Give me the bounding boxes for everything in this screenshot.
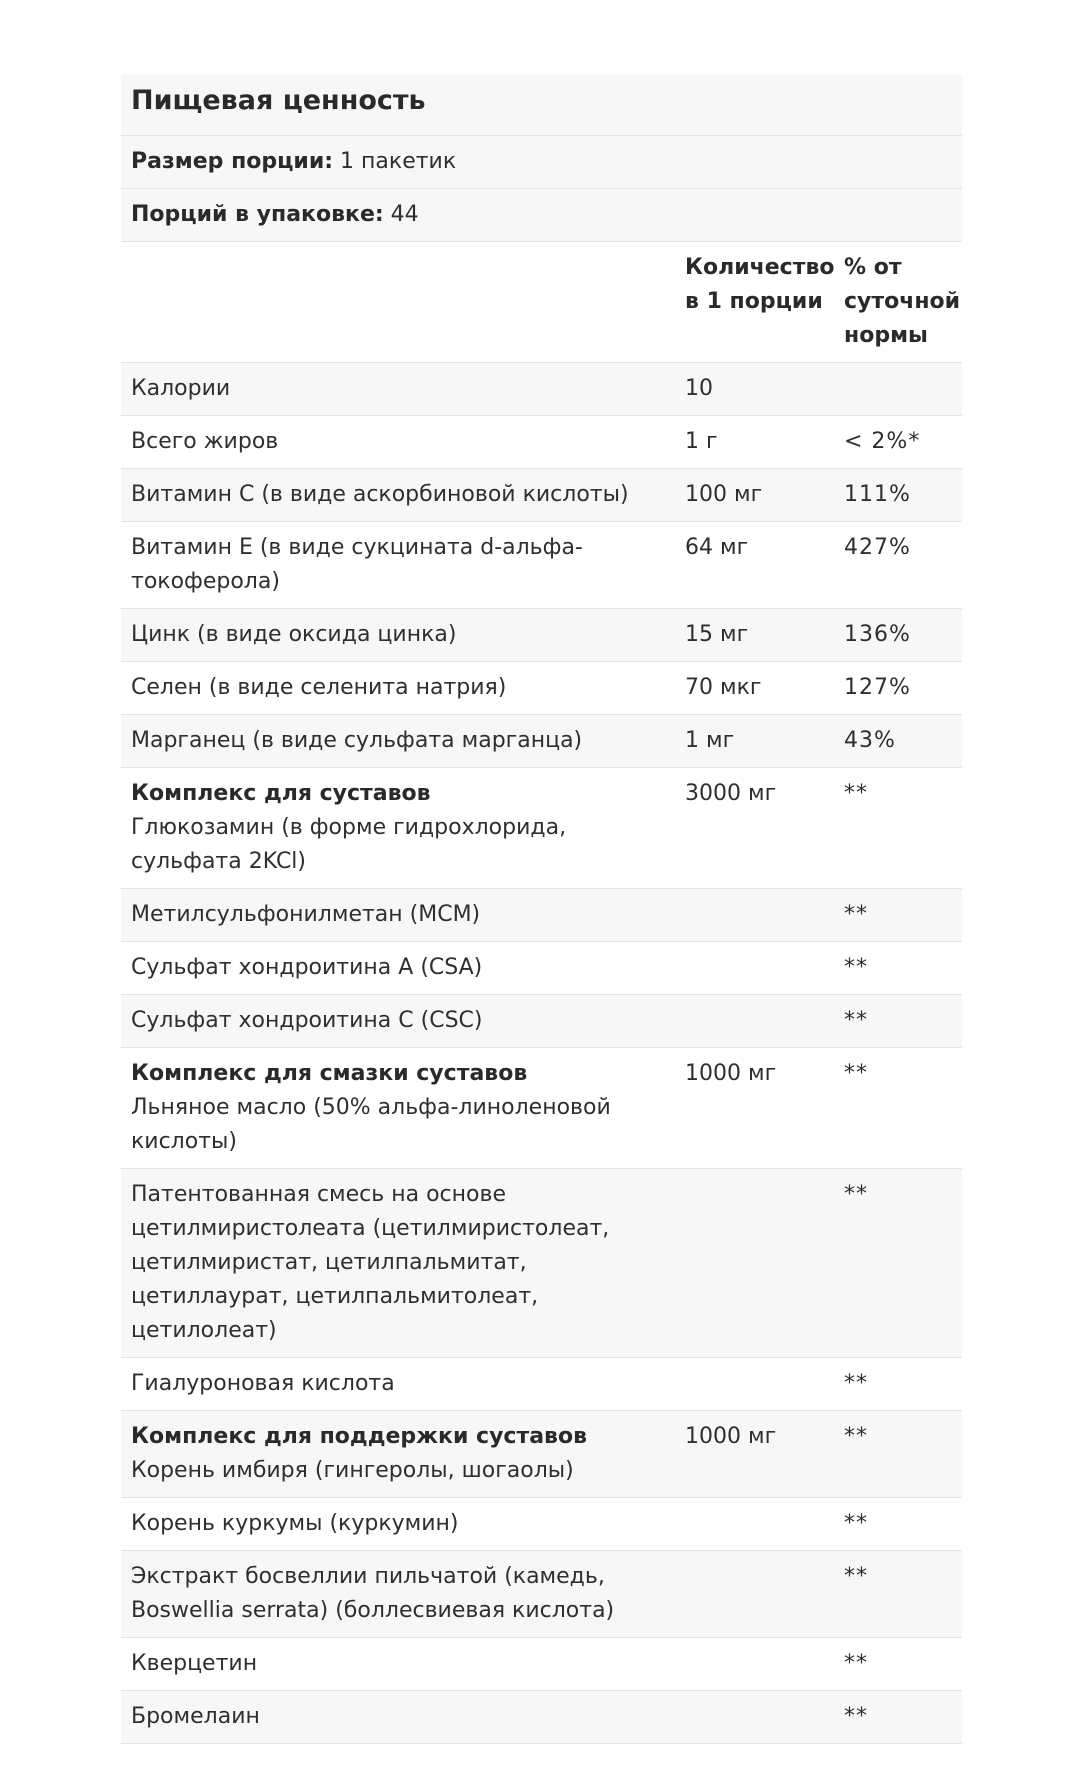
daily-value-percent: **: [834, 1168, 962, 1357]
table-row: [121, 415, 962, 468]
nutrient-name: Экстракт босвеллии пильчатой (камедь, Boswellia serrata) (боллесвиевая кислота): [131, 1563, 615, 1623]
amount-per-serving: [675, 1497, 834, 1550]
column-header-name: [121, 241, 675, 362]
nutrient-name: Селен (в виде селенита натрия): [131, 674, 507, 700]
nutrient-name-cell: [121, 1497, 675, 1550]
table-row: [121, 362, 962, 415]
daily-value-percent: 136%: [834, 608, 962, 661]
table-row: [121, 1497, 962, 1550]
nutrient-name-cell: [121, 888, 675, 941]
amount-per-serving: [675, 941, 834, 994]
nutrient-name: Льняное масло (50% альфа-линоленовой кислоты): [131, 1094, 611, 1154]
nutrient-name-cell: [121, 415, 675, 468]
table-row: [121, 1047, 962, 1168]
table-row: [121, 1168, 962, 1357]
amount-per-serving: 100 мг: [675, 468, 834, 521]
amount-per-serving: 1 мг: [675, 714, 834, 767]
nutrient-name-cell: [121, 362, 675, 415]
amount-per-serving: [675, 994, 834, 1047]
table-row: [121, 1357, 962, 1410]
daily-value-percent: 427%: [834, 521, 962, 608]
nutrient-name-cell: [121, 608, 675, 661]
daily-value-percent: **: [834, 1410, 962, 1497]
amount-per-serving: [675, 1357, 834, 1410]
table-title: Пищевая ценность: [121, 75, 962, 135]
daily-value-percent: 111%: [834, 468, 962, 521]
nutrient-name: Патентованная смесь на основе цетилмиристолеата (цетилмиристолеат, цетилмиристат, цетилпальмитат, цетиллаурат, цетилпальмитолеат, цетилолеат): [131, 1181, 610, 1343]
column-header-row: [121, 241, 962, 362]
serving-size-label: Размер порции:: [131, 148, 334, 174]
nutrient-name-cell: [121, 1047, 675, 1168]
nutrient-name-cell: [121, 1410, 675, 1497]
nutrient-name: Витамин Е (в виде сукцината d-альфа-токоферола): [131, 534, 583, 594]
amount-per-serving: 15 мг: [675, 608, 834, 661]
amount-per-serving: [675, 1637, 834, 1690]
nutrient-name: Сульфат хондроитина С (CSC): [131, 1007, 483, 1033]
amount-per-serving: 10: [675, 362, 834, 415]
table-row: [121, 661, 962, 714]
nutrient-name: Бромелаин: [131, 1703, 260, 1729]
daily-value-percent: **: [834, 1637, 962, 1690]
nutrient-name-cell: [121, 661, 675, 714]
nutrient-name-cell: [121, 1168, 675, 1357]
title-row: [121, 75, 962, 135]
daily-value-percent: **: [834, 1357, 962, 1410]
nutrient-name: Метилсульфонилметан (МСМ): [131, 901, 481, 927]
nutrient-name-cell: [121, 1690, 675, 1743]
table-row: [121, 1637, 962, 1690]
amount-per-serving: 1 г: [675, 415, 834, 468]
daily-value-percent: 127%: [834, 661, 962, 714]
daily-value-percent: [834, 362, 962, 415]
daily-value-percent: **: [834, 1497, 962, 1550]
nutrient-name-cell: [121, 767, 675, 888]
daily-value-percent: 43%: [834, 714, 962, 767]
nutrient-name: Гиалуроновая кислота: [131, 1370, 395, 1396]
nutrient-name-cell: [121, 521, 675, 608]
nutrient-name-cell: [121, 941, 675, 994]
complex-group-title: Комплекс для смазки суставов: [131, 1060, 528, 1086]
complex-group-title: Комплекс для поддержки суставов: [131, 1423, 588, 1449]
table-row: [121, 1690, 962, 1743]
amount-per-serving: [675, 888, 834, 941]
nutrient-name: Корень имбиря (гингеролы, шогаолы): [131, 1457, 574, 1483]
nutrient-name-cell: [121, 1357, 675, 1410]
amount-per-serving: [675, 1550, 834, 1637]
daily-value-percent: **: [834, 941, 962, 994]
amount-per-serving: 3000 мг: [675, 767, 834, 888]
nutrient-name-cell: [121, 714, 675, 767]
nutrient-name-cell: [121, 468, 675, 521]
nutrient-name-cell: [121, 994, 675, 1047]
daily-value-percent: **: [834, 1690, 962, 1743]
amount-per-serving: 1000 мг: [675, 1047, 834, 1168]
nutrient-name: Всего жиров: [131, 428, 279, 454]
daily-value-percent: **: [834, 888, 962, 941]
nutrient-name: Кверцетин: [131, 1650, 258, 1676]
amount-per-serving: 64 мг: [675, 521, 834, 608]
nutrient-name: Сульфат хондроитина А (CSA): [131, 954, 483, 980]
daily-value-percent: **: [834, 1047, 962, 1168]
column-header-amount: Количество в 1 порции: [675, 241, 834, 362]
daily-value-percent: **: [834, 767, 962, 888]
nutrient-name-cell: [121, 1637, 675, 1690]
nutrient-name: Калории: [131, 375, 231, 401]
table-row: [121, 994, 962, 1047]
table-row: [121, 468, 962, 521]
table-row: [121, 767, 962, 888]
amount-per-serving: 1000 мг: [675, 1410, 834, 1497]
daily-value-percent: **: [834, 1550, 962, 1637]
column-header-daily-value: % от суточной нормы: [834, 241, 962, 362]
amount-per-serving: 70 мкг: [675, 661, 834, 714]
nutrition-facts-panel: [121, 75, 962, 1744]
table-row: [121, 1550, 962, 1637]
servings-value: 44: [383, 201, 419, 227]
table-row: [121, 714, 962, 767]
nutrient-name: Корень куркумы (куркумин): [131, 1510, 459, 1536]
amount-per-serving: [675, 1168, 834, 1357]
serving-size-value: 1 пакетик: [333, 148, 457, 174]
nutrition-table: [121, 75, 962, 1744]
servings-per-container-row: [121, 188, 962, 241]
nutrient-name: Глюкозамин (в форме гидрохлорида, сульфата 2KCl): [131, 814, 567, 874]
nutrient-name: Марганец (в виде сульфата марганца): [131, 727, 583, 753]
nutrient-name-cell: [121, 1550, 675, 1637]
nutrient-rows: [121, 362, 962, 1743]
daily-value-percent: < 2%*: [834, 415, 962, 468]
table-row: [121, 941, 962, 994]
amount-per-serving: [675, 1690, 834, 1743]
daily-value-percent: **: [834, 994, 962, 1047]
nutrient-name: Витамин С (в виде аскорбиновой кислоты): [131, 481, 629, 507]
servings-label: Порций в упаковке:: [131, 201, 384, 227]
table-row: [121, 521, 962, 608]
complex-group-title: Комплекс для суставов: [131, 780, 431, 806]
serving-size-row: [121, 135, 962, 188]
nutrient-name: Цинк (в виде оксида цинка): [131, 621, 457, 647]
table-row: [121, 608, 962, 661]
table-row: [121, 1410, 962, 1497]
table-row: [121, 888, 962, 941]
